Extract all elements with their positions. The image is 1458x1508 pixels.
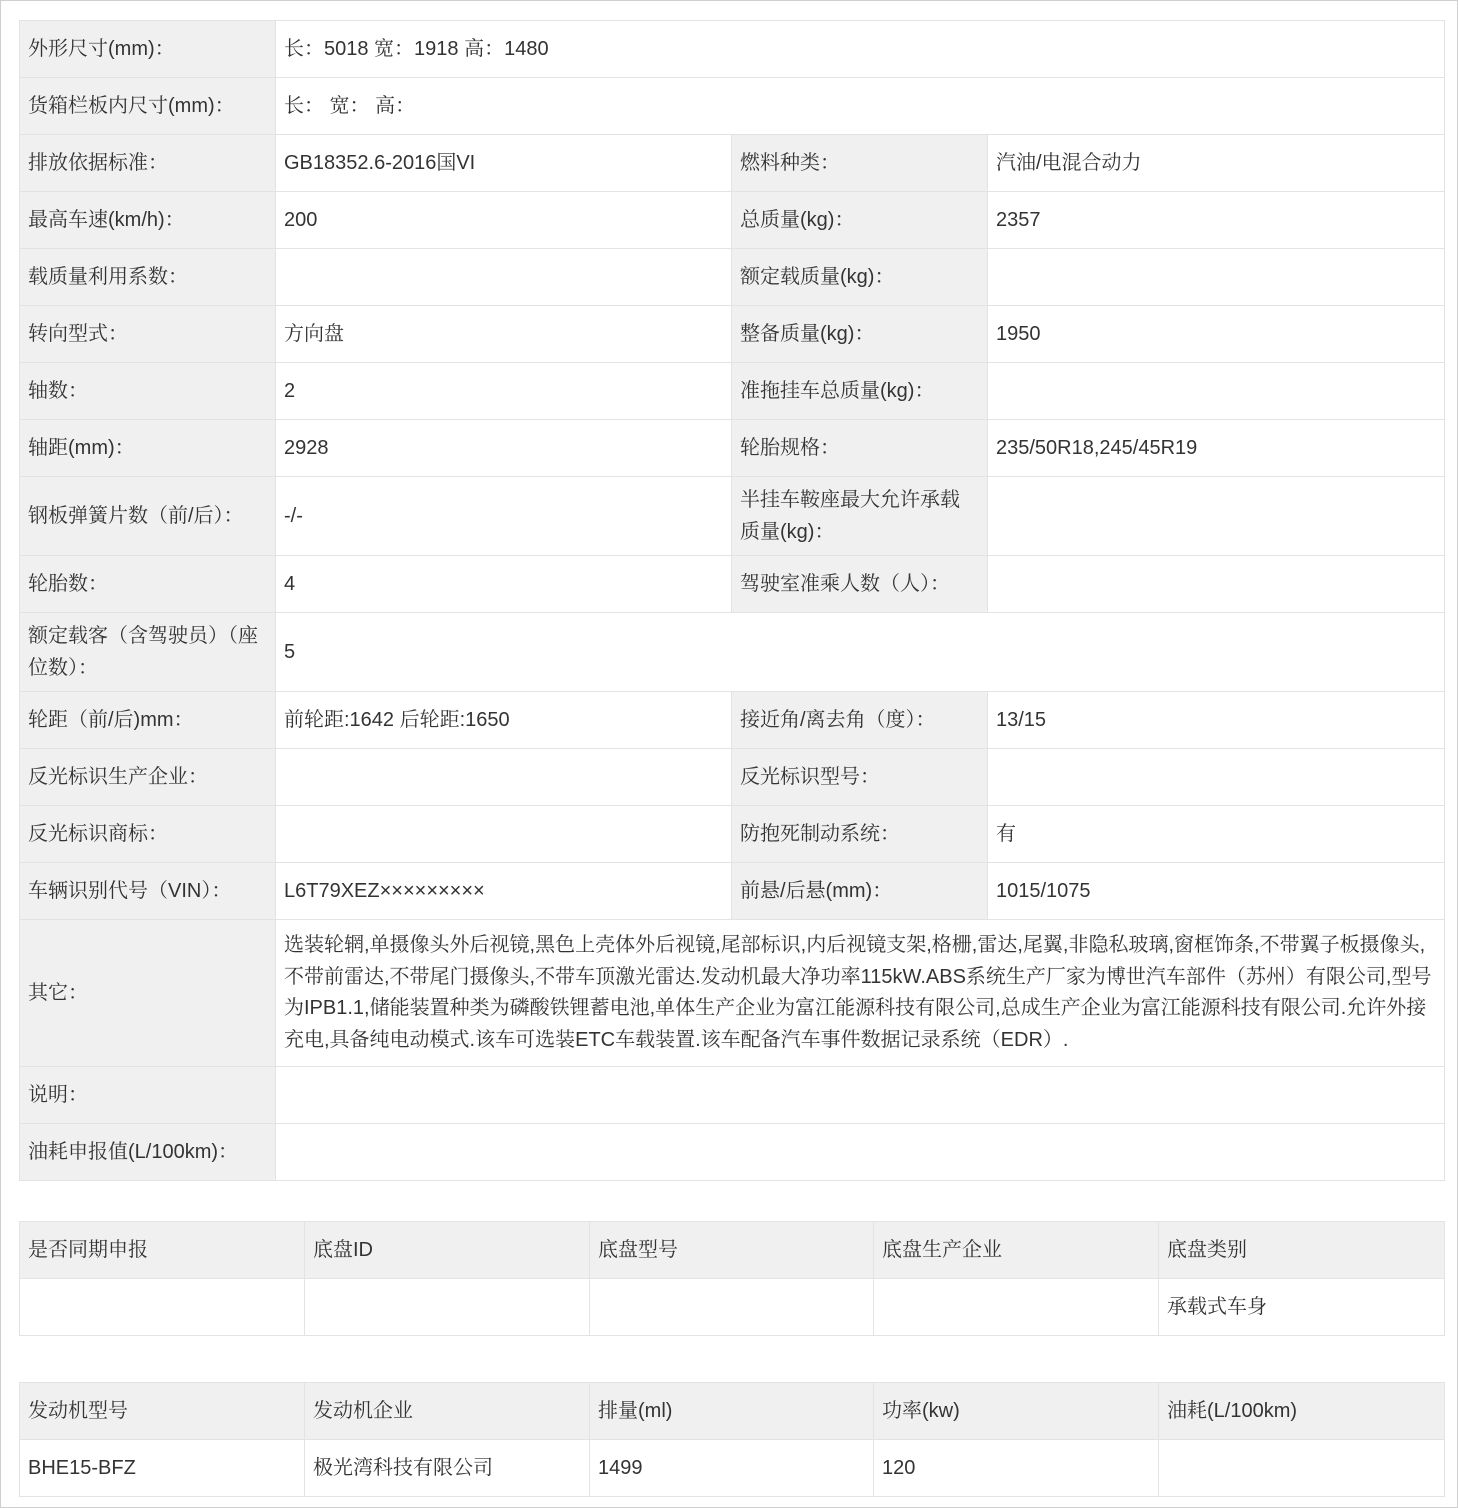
spec-label: 额定载质量(kg)： (732, 249, 988, 306)
table-row (20, 78, 1445, 135)
spec-label: 前悬/后悬(mm)： (732, 863, 988, 920)
spec-value (276, 249, 732, 306)
table-row (20, 613, 1445, 692)
spec-label: 半挂车鞍座最大允许承载质量(kg)： (732, 477, 988, 556)
spec-value: GB18352.6-2016国VI (276, 135, 732, 192)
column-header: 底盘ID (305, 1222, 590, 1279)
table-row (20, 749, 1445, 806)
spec-value (988, 249, 1445, 306)
spec-label: 外形尺寸(mm)： (20, 21, 276, 78)
spec-value: 选装轮辋,单摄像头外后视镜,黑色上壳体外后视镜,尾部标识,内后视镜支架,格栅,雷达,尾翼,非隐私玻璃,窗框饰条,不带翼子板摄像头,不带前雷达,不带尾门摄像头,不带车顶激光雷达.发动机最大净功率115kW.ABS系统生产厂家为博世汽车部件（苏州）有限公司,型号为IPB1.1,储能装置种类为磷酸铁锂蓄电池,单体生产企业为富江能源科技有限公司,总成生产企业为富江能源科技有限公司.允许外接充电,具备纯电动模式.该车可选装ETC车载装置.该车配备汽车事件数据记录系统（EDR）. (276, 920, 1445, 1067)
spec-value: 有 (988, 806, 1445, 863)
table-row (20, 1124, 1445, 1181)
spec-value: 1950 (988, 306, 1445, 363)
table-header-row (20, 1383, 1445, 1440)
spec-label: 接近角/离去角（度）： (732, 692, 988, 749)
spec-value: -/- (276, 477, 732, 556)
spec-value: 235/50R18,245/45R19 (988, 420, 1445, 477)
spec-value (276, 1067, 1445, 1124)
column-header: 功率(kw) (874, 1383, 1159, 1440)
column-header: 排量(ml) (590, 1383, 874, 1440)
table-row (20, 249, 1445, 306)
table-cell (874, 1279, 1159, 1336)
table-row (20, 420, 1445, 477)
table-row (20, 477, 1445, 556)
spec-label: 转向型式： (20, 306, 276, 363)
spec-label: 说明： (20, 1067, 276, 1124)
table-cell (1159, 1440, 1445, 1497)
vehicle-spec-table (19, 20, 1445, 1181)
table-row (20, 556, 1445, 613)
table-row (20, 192, 1445, 249)
spec-label: 轴距(mm)： (20, 420, 276, 477)
spec-value: 方向盘 (276, 306, 732, 363)
table-row (20, 1440, 1445, 1497)
spec-label: 反光标识商标： (20, 806, 276, 863)
table-cell: 120 (874, 1440, 1159, 1497)
spec-label: 额定载客（含驾驶员）（座位数）： (20, 613, 276, 692)
column-header: 是否同期申报 (20, 1222, 305, 1279)
spec-value: 2928 (276, 420, 732, 477)
column-header: 发动机型号 (20, 1383, 305, 1440)
column-header: 底盘型号 (590, 1222, 874, 1279)
spec-value: 4 (276, 556, 732, 613)
table-row (20, 306, 1445, 363)
column-header: 油耗(L/100km) (1159, 1383, 1445, 1440)
table-row (20, 135, 1445, 192)
spec-label: 轴数： (20, 363, 276, 420)
table-row (20, 863, 1445, 920)
table-row (20, 363, 1445, 420)
column-header: 发动机企业 (305, 1383, 590, 1440)
spec-label: 驾驶室准乘人数（人）： (732, 556, 988, 613)
spec-value: 2 (276, 363, 732, 420)
table-cell: 极光湾科技有限公司 (305, 1440, 590, 1497)
table-cell (20, 1279, 305, 1336)
spec-value: 前轮距:1642 后轮距:1650 (276, 692, 732, 749)
table-row (20, 806, 1445, 863)
spec-label: 轮胎规格： (732, 420, 988, 477)
spec-value (276, 806, 732, 863)
table-row (20, 21, 1445, 78)
spec-value: 汽油/电混合动力 (988, 135, 1445, 192)
table-header-row (20, 1222, 1445, 1279)
spec-value: 2357 (988, 192, 1445, 249)
spec-value (276, 1124, 1445, 1181)
table-row (20, 692, 1445, 749)
spec-label: 油耗申报值(L/100km)： (20, 1124, 276, 1181)
table-cell: 1499 (590, 1440, 874, 1497)
spec-label: 轮胎数： (20, 556, 276, 613)
table-cell: 承载式车身 (1159, 1279, 1445, 1336)
spec-label: 反光标识生产企业： (20, 749, 276, 806)
spec-label: 准拖挂车总质量(kg)： (732, 363, 988, 420)
spec-value (276, 749, 732, 806)
spec-value: 5 (276, 613, 1445, 692)
spec-value: L6T79XEZ××××××××× (276, 863, 732, 920)
spec-value (988, 556, 1445, 613)
spec-label: 整备质量(kg)： (732, 306, 988, 363)
spec-value (988, 477, 1445, 556)
spec-value: 1015/1075 (988, 863, 1445, 920)
table-cell: BHE15-BFZ (20, 1440, 305, 1497)
chassis-table (19, 1221, 1445, 1336)
spec-label: 轮距（前/后)mm： (20, 692, 276, 749)
spec-label: 防抱死制动系统： (732, 806, 988, 863)
spec-value: 13/15 (988, 692, 1445, 749)
spec-value: 长： 宽： 高： (276, 78, 1445, 135)
table-row (20, 920, 1445, 1067)
table-row (20, 1067, 1445, 1124)
spec-label: 载质量利用系数： (20, 249, 276, 306)
table-cell (305, 1279, 590, 1336)
spec-label: 反光标识型号： (732, 749, 988, 806)
spec-value (988, 749, 1445, 806)
spec-label: 货箱栏板内尺寸(mm)： (20, 78, 276, 135)
engine-table (19, 1382, 1445, 1497)
spec-label: 其它： (20, 920, 276, 1067)
column-header: 底盘类别 (1159, 1222, 1445, 1279)
spec-value: 200 (276, 192, 732, 249)
spec-label: 燃料种类： (732, 135, 988, 192)
spec-label: 车辆识别代号（VIN）： (20, 863, 276, 920)
spec-value (988, 363, 1445, 420)
table-cell (590, 1279, 874, 1336)
spec-label: 排放依据标准： (20, 135, 276, 192)
spec-label: 钢板弹簧片数（前/后）： (20, 477, 276, 556)
column-header: 底盘生产企业 (874, 1222, 1159, 1279)
spec-label: 总质量(kg)： (732, 192, 988, 249)
spec-value: 长：5018 宽：1918 高：1480 (276, 21, 1445, 78)
table-row (20, 1279, 1445, 1336)
spec-label: 最高车速(km/h)： (20, 192, 276, 249)
